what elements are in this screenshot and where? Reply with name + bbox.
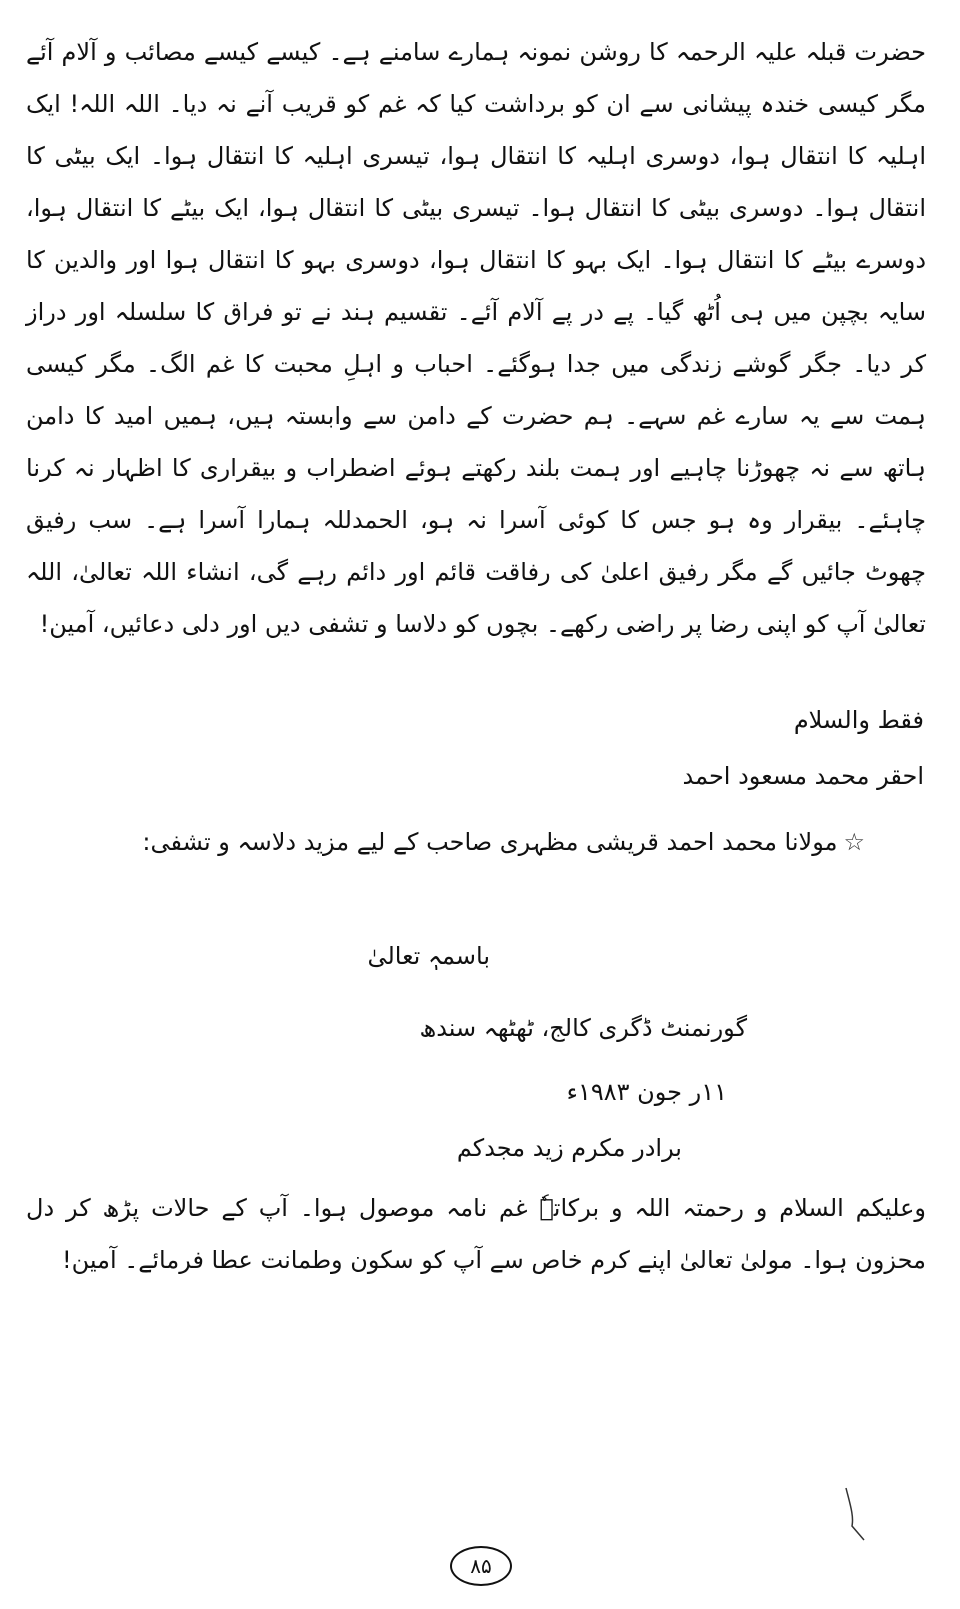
- letter-body-block: [26, 1182, 926, 1286]
- main-paragraph: حضرت قبلہ علیہ الرحمہ کا روشن نمونہ ہمارے سامنے ہے۔ کیسے کیسے مصائب و آلام آئے مگر کیسی خندہ پیشانی سے ان کو برداشت کیا کہ غم کو قریب آنے نہ دیا۔ اللہ اللہ! ایک اہلیہ کا انتقال ہوا، دوسری اہلیہ کا انتقال ہوا، تیسری اہلیہ کا انتقال ہوا۔ ایک بیٹی کا انتقال ہوا۔ دوسری بیٹی کا انتقال ہوا۔ تیسری بیٹی کا انتقال ہوا، ایک بیٹے کا انتقال ہوا، دوسرے بیٹے کا انتقال ہوا۔ ایک بہو کا انتقال ہوا، دوسری بہو کا انتقال ہوا اور والدین کا سایہ بچپن میں ہی اُٹھ گیا۔ پے در پے آلام آئے۔ تقسیم ہند نے تو فراق کا سلسلہ اور دراز کر دیا۔ جگر گوشے زندگی میں جدا ہوگئے۔ احباب و اہلِ محبت کا غم الگ۔ مگر کیسی ہمت سے یہ سارے غم سہے۔ ہم حضرت کے دامن سے وابستہ ہیں، ہمیں امید کا دامن ہاتھ سے نہ چھوڑنا چاہیے اور ہمت بلند رکھتے ہوئے اضطراب و بیقراری کا اظہار نہ کرنا چاہئے۔ بیقرار وہ ہو جس کا کوئی آسرا نہ ہو، الحمدللہ ہمارا آسرا ہے۔ سب رفیق چھوٹ جائیں گے مگر رفیق اعلیٰ کی رفاقت قائم اور دائم رہے گی، انشاء اللہ تعالیٰ، اللہ تعالیٰ آپ کو اپنی رضا پر راضی رکھے۔ بچوں کو دلاسا و تشفی دیں اور دلی دعائیں، آمین!: [26, 38, 927, 638]
- letter-body: وعلیکم السلام و رحمتہ اللہ و برکاتہٗ غم نامہ موصول ہوا۔ آپ کے حالات پڑھ کر دل محزون ہوا۔ مولیٰ تعالیٰ اپنے کرم خاص سے آپ کو سکون وطمانت عطا فرمائے۔ آمین!: [26, 1194, 926, 1274]
- letter-salutation: برادر مکرم زید مجدکم: [456, 1134, 682, 1162]
- letter-date: ۱۱ر جون ۱۹۸۳ء: [566, 1078, 727, 1106]
- handwritten-mark-icon: [840, 1486, 870, 1542]
- section-heading-text: مولانا محمد احمد قریشی مظہری صاحب کے لیے مزید دلاسہ و تشفی:: [142, 828, 838, 856]
- section-heading: [142, 822, 865, 862]
- letter-bismillah: باسمہٖ تعالیٰ: [367, 942, 490, 970]
- closing-line: فقط والسلام: [793, 706, 924, 734]
- signature-line: احقر محمد مسعود احمد: [682, 762, 924, 790]
- star-icon: ☆: [843, 828, 865, 856]
- main-paragraph-block: [26, 26, 926, 650]
- page-number: ۸۵: [450, 1546, 512, 1586]
- letter-address: گورنمنٹ ڈگری کالج، ٹھٹھہ سندھ: [419, 1014, 747, 1042]
